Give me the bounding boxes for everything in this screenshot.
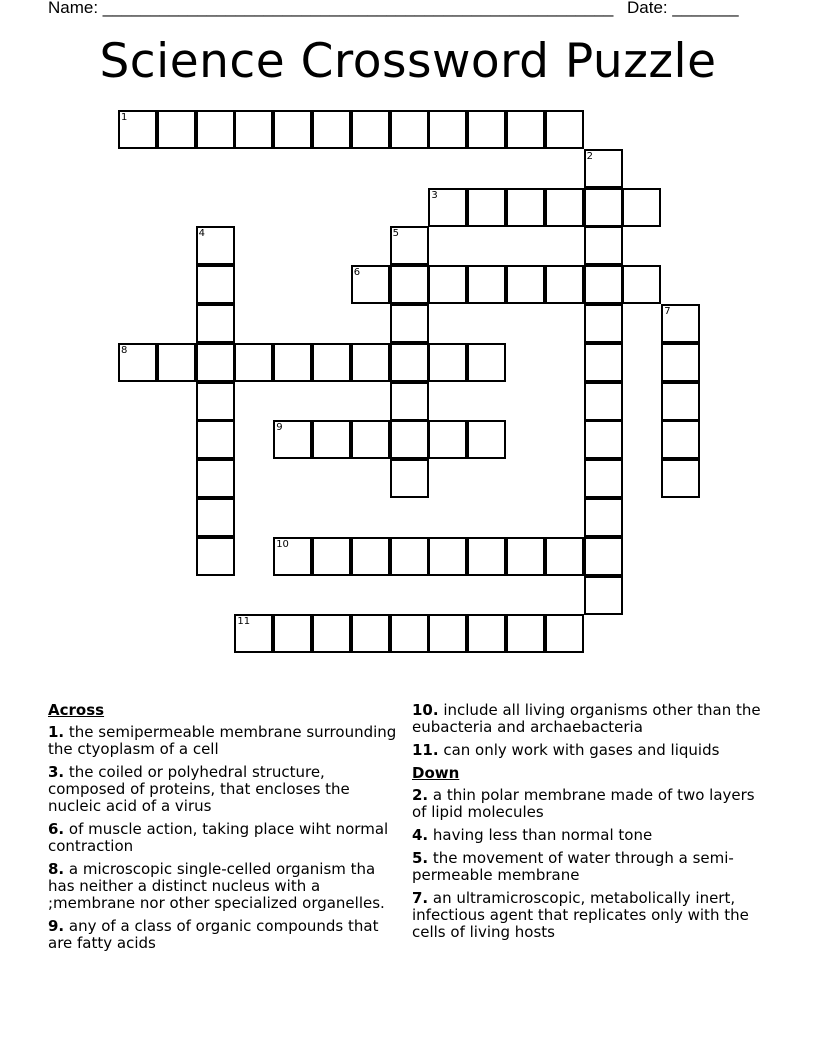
grid-cell[interactable] [196, 382, 235, 421]
clue-item [412, 850, 762, 884]
clue-text: the semipermeable membrane surrounding the ctyoplasm of a cell [48, 723, 397, 758]
grid-cell[interactable] [622, 188, 661, 227]
clue-number: 1. [48, 723, 65, 741]
grid-cell[interactable] [196, 265, 235, 304]
clue-number: 11. [412, 741, 439, 759]
grid-cell[interactable] [390, 265, 429, 304]
clue-text: include all living organisms other than the eubacteria and archaebacteria [412, 701, 761, 736]
grid-cell[interactable] [234, 343, 273, 382]
clue-item [412, 702, 762, 736]
grid-cell[interactable] [390, 110, 429, 149]
grid-cell[interactable] [545, 614, 584, 653]
clue-item [412, 787, 762, 821]
clue-item [48, 821, 403, 855]
grid-cell[interactable] [584, 226, 623, 265]
grid-cell[interactable] [312, 614, 351, 653]
clue-number: 9 [276, 422, 283, 434]
clue-item [48, 918, 403, 952]
grid-cell[interactable] [157, 110, 196, 149]
grid-cell[interactable] [467, 420, 506, 459]
grid-cell[interactable] [428, 265, 467, 304]
grid-cell[interactable] [273, 110, 312, 149]
grid-cell[interactable] [390, 420, 429, 459]
grid-cell[interactable] [390, 343, 429, 382]
clue-number: 2. [412, 786, 429, 804]
clue-number: 7 [664, 306, 671, 317]
clue-text: can only work with gases and liquids [438, 741, 720, 759]
grid-cell[interactable] [196, 304, 235, 343]
grid-cell[interactable] [428, 188, 467, 227]
name-field[interactable]: Name: ______________________________________________________ [48, 0, 614, 17]
grid-cell[interactable] [584, 304, 623, 343]
grid-cell[interactable] [428, 110, 467, 149]
grid-cell[interactable] [390, 459, 429, 498]
page-title: Science Crossword Puzzle [99, 34, 717, 89]
grid-cell[interactable] [506, 614, 545, 653]
clue-number: 8 [121, 344, 128, 356]
clue-text: having less than normal tone [428, 826, 653, 844]
clue-text: the movement of water through a semi-permeable membrane [412, 849, 734, 884]
grid-cell[interactable] [545, 537, 584, 576]
grid-cell[interactable] [118, 343, 157, 382]
grid-cell[interactable] [506, 537, 545, 576]
grid-cell[interactable] [312, 343, 351, 382]
grid-cell[interactable] [351, 265, 390, 304]
grid-cell[interactable] [196, 110, 235, 149]
clue-number: 9. [48, 917, 65, 935]
grid-cell[interactable] [351, 110, 390, 149]
grid-cell[interactable] [351, 420, 390, 459]
clue-item [48, 861, 403, 912]
grid-cell[interactable] [312, 537, 351, 576]
clue-text: a microscopic single-celled organism tha has neither a distinct nucleus with a ;membrane nor other specialized organelles. [48, 860, 385, 912]
grid-cell[interactable] [661, 459, 700, 498]
clue-number: 3 [431, 189, 438, 201]
grid-cell[interactable] [196, 498, 235, 537]
grid-cell[interactable] [196, 420, 235, 459]
grid-cell[interactable] [661, 420, 700, 459]
grid-cell[interactable] [584, 537, 623, 576]
grid-cell[interactable] [506, 188, 545, 227]
grid-cell[interactable] [467, 110, 506, 149]
grid-cell[interactable] [506, 110, 545, 149]
grid-cell[interactable] [661, 304, 700, 343]
grid-cell[interactable] [390, 304, 429, 343]
grid-cell[interactable] [584, 459, 623, 498]
clue-number: 3. [48, 763, 65, 781]
grid-cell[interactable] [234, 110, 273, 149]
grid-cell[interactable] [273, 343, 312, 382]
clue-number: 10 [276, 538, 289, 550]
clue-number: 4 [198, 228, 205, 240]
clue-text: any of a class of organic compounds that are fatty acids [48, 917, 379, 952]
grid-cell[interactable] [661, 382, 700, 421]
grid-cell[interactable] [545, 110, 584, 149]
grid-cell[interactable] [273, 537, 312, 576]
clue-item [412, 890, 762, 941]
clue-item [412, 827, 762, 844]
grid-cell[interactable] [584, 420, 623, 459]
grid-cell[interactable] [196, 459, 235, 498]
clue-number: 5. [412, 849, 429, 867]
grid-cell[interactable] [428, 343, 467, 382]
clue-number: 11 [237, 616, 251, 628]
clue-text: of muscle action, taking place wiht normal contraction [48, 820, 389, 855]
grid-cell[interactable] [467, 614, 506, 653]
clue-number: 5 [392, 228, 399, 240]
grid-cell[interactable] [428, 614, 467, 653]
grid-cell[interactable] [467, 265, 506, 304]
grid-cell[interactable] [312, 420, 351, 459]
grid-cell[interactable] [196, 226, 235, 265]
grid-cell[interactable] [545, 188, 584, 227]
clue-number: 1 [121, 112, 128, 123]
grid-cell[interactable] [157, 343, 196, 382]
clue-number: 7. [412, 889, 429, 907]
clue-text: the coiled or polyhedral structure, composed of proteins, that encloses the nucleic acid of a virus [48, 763, 350, 815]
grid-cell[interactable] [467, 537, 506, 576]
grid-cell[interactable] [661, 343, 700, 382]
grid-cell[interactable] [390, 614, 429, 653]
grid-cell[interactable] [506, 265, 545, 304]
across-heading: Across [48, 701, 105, 719]
grid-cell[interactable] [622, 265, 661, 304]
clue-item [412, 742, 762, 759]
clue-item [48, 764, 403, 815]
date-field[interactable]: Date: _______ [627, 0, 739, 17]
grid-cell[interactable] [196, 343, 235, 382]
grid-cell[interactable] [584, 149, 623, 188]
clue-number: 6. [48, 820, 65, 838]
grid-cell[interactable] [390, 537, 429, 576]
grid-cell[interactable] [118, 110, 157, 149]
grid-cell[interactable] [390, 382, 429, 421]
clue-text: an ultramicroscopic, metabolically inert, infectious agent that replicates only with the cells of living hosts [412, 889, 749, 941]
grid-cell[interactable] [584, 576, 623, 615]
clue-number: 4. [412, 826, 429, 844]
grid-cell[interactable] [234, 614, 273, 653]
grid-cell[interactable] [273, 614, 312, 653]
clues-right-column [412, 702, 762, 947]
clue-item [48, 724, 403, 758]
grid-cell[interactable] [584, 498, 623, 537]
grid-cell[interactable] [428, 420, 467, 459]
clue-text: a thin polar membrane made of two layers of lipid molecules [412, 786, 755, 821]
clue-number: 10. [412, 701, 439, 719]
grid-cell[interactable] [584, 265, 623, 304]
clue-number: 2 [586, 150, 593, 162]
grid-cell[interactable] [351, 614, 390, 653]
grid-cell[interactable] [584, 382, 623, 421]
grid-cell[interactable] [390, 226, 429, 265]
grid-cell[interactable] [467, 188, 506, 227]
clues-left-column [48, 702, 403, 958]
grid-cell[interactable] [428, 537, 467, 576]
grid-cell[interactable] [545, 265, 584, 304]
grid-cell[interactable] [351, 537, 390, 576]
clue-number: 8. [48, 860, 65, 878]
grid-cell[interactable] [584, 188, 623, 227]
grid-cell[interactable] [584, 343, 623, 382]
down-heading: Down [412, 764, 460, 782]
grid-cell[interactable] [196, 537, 235, 576]
grid-cell[interactable] [273, 420, 312, 459]
clue-number: 6 [353, 267, 361, 279]
grid-cell[interactable] [351, 343, 390, 382]
grid-cell[interactable] [467, 343, 506, 382]
grid-cell[interactable] [312, 110, 351, 149]
